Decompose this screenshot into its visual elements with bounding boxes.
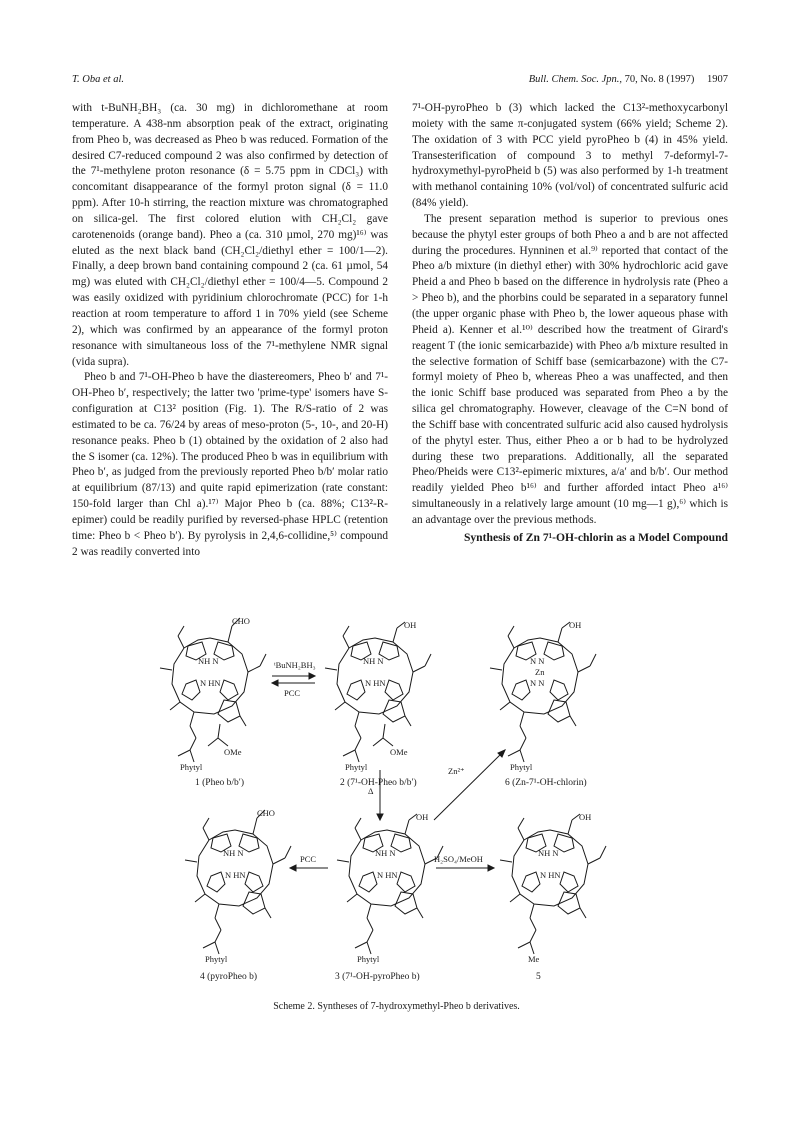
nh-n-label: NH N bbox=[538, 848, 559, 858]
oh-group: OH bbox=[579, 812, 592, 822]
compound-4-structure bbox=[185, 810, 291, 954]
header-volume: 70, No. 8 (1997) bbox=[624, 74, 695, 85]
methoxy-group: OMe bbox=[224, 747, 242, 757]
nh-n-label: NH N bbox=[363, 656, 384, 666]
cho-group: CHO bbox=[257, 808, 275, 818]
phytyl-group: Phytyl bbox=[205, 954, 228, 964]
nh-n-label: NH N bbox=[198, 656, 219, 666]
nh-n-label: NH N bbox=[223, 848, 244, 858]
reaction-scheme bbox=[150, 610, 650, 1010]
paragraph: Pheo b and 7¹-OH-Pheo b have the diastereomers, Pheo b′ and 7¹-OH-Pheo b′, respectively; the latter two 'prime-type' isomers have S-configuration at C13² position (Fig. 1). The R/S-ratio of 2 was estimated to be ca. 76/24 by areas of meso-proton (5-, 10-, and 20-H) resonance peaks. Pheo b (1) obtained by the oxidation of 2 also had the S isomer (ca. 12%). The produced Pheo b was in equilibrium with Pheo b′, as judged from the previously reported Pheo b/b′ molar ratio at equilibrium (87/13) and quite rapid epimerization (rate constant: 150-fold larger than Chl a).¹⁷⁾ Major Pheo b (ca. 88%; C13²-R-epimer) could be readily purified by reversed-phase HPLC (retention time: Pheo b < Pheo b′). By pyrolysis in 2,4,6-collidine,⁵⁾ compound 2 was readily converted into bbox=[72, 371, 388, 558]
paragraph: with t-BuNH₂BH₃ (ca. 30 mg) in dichloromethane at room temperature. A 438-nm absorption peak of the extract, originating from Pheo b, was decreased as Pheo b was reduced. Formation of the desired C7-reduced compound 2 was also confirmed by detection of the 7¹-methylene proton resonance (δ = 5.75 ppm in CDCl₃) with concomitant disappearance of the formyl proton signal (δ = 11.0 ppm). After 10-h stirring, the reaction mixture was chromatographed on silica-gel. The first colored elution with CH₂Cl₂ gave carotenenoids (orange band). Pheo a (ca. 310 µmol, 270 mg)¹⁶⁾ was eluted as the next black band (CH₂Cl₂/diethyl ether = 100/1—2). Finally, a deep brown band containing compound 2 (ca. 61 µmol, 54 mg) was eluted with CH₂Cl₂/diethyl ether = 100/4—5. Compound 2 was easily oxidized with pyridinium chlorochromate (PCC) for 1-h reaction at room temperature to afford 1 in 70% yield (see Scheme 2), which was confirmed by an appearance of the formyl proton resonance with simultaneous loss of the 7¹-methylene NMR signal (vida supra). bbox=[72, 102, 388, 368]
compound-label: 6 (Zn-7¹-OH-chlorin) bbox=[505, 778, 587, 788]
header-authors: T. Oba et al. bbox=[72, 74, 125, 85]
methoxy-group: OMe bbox=[390, 747, 408, 757]
header-journal-info bbox=[529, 74, 728, 85]
phytyl-group: Phytyl bbox=[180, 762, 203, 772]
compound-label: 5 bbox=[536, 972, 541, 982]
n-hn-label: N HN bbox=[365, 678, 386, 688]
reagent-reduction: ᵗBuNH₂BH₃ bbox=[274, 660, 316, 670]
cho-group: CHO bbox=[232, 616, 250, 626]
reagent-pcc: PCC bbox=[284, 688, 301, 698]
header-page-number: 1907 bbox=[707, 74, 728, 85]
reagent-transesterification: H₂SO₄/MeOH bbox=[434, 854, 483, 864]
phytyl-group: Phytyl bbox=[357, 954, 380, 964]
compound-2-structure bbox=[325, 622, 431, 762]
n-hn-label: N HN bbox=[200, 678, 221, 688]
phytyl-group: Phytyl bbox=[510, 762, 533, 772]
oh-group: OH bbox=[569, 620, 582, 630]
reagent-pcc: PCC bbox=[300, 854, 317, 864]
methyl-group: Me bbox=[528, 954, 540, 964]
scheme-drawing bbox=[150, 610, 650, 1010]
paragraph: The present separation method is superior to previous ones because the phytyl ester groups of both Pheo a and b are not affected during the procedures. Hynninen et al.⁹⁾ reported that contact of the Pheo a/b mixture (in diethyl ether) with 30% hydrochloric acid gave Pheid a and Pheo b based on the difference in hydrolysis rate (Pheo a > Pheo b), and the phorbins could be separated in a separatory funnel (the upper organic phase with Pheo b, the lower aqueous phase with Pheid a). Kenner et al.¹⁰⁾ described how the treatment of Girard's reagent T (the ionic semicarbazide) with Pheo a/b mixture resulted in the selective formation of Schiff base (semicarbazone) with the C7-formyl moiety of Pheo b, whereas Pheo a was unaffected, and then the ionic Schiff base produced was separated from Pheo a by the silica gel chromatography. However, cleavage of the C=N bond of the Schiff base with concentrated sulfuric acid also caused hydrolysis of the phytyl ester. Thus, either Pheo a or b had to be hydrolyzed during these two preparations. Additionally, all the separated Pheo/Pheids were C13²-epimeric mixtures, a/a′ and b/b′. Our method readily yielded Pheo b¹⁶⁾ and further afforded intact Pheo a¹⁶⁾ simultaneously in a relatively large amount (10 mg—1 g),⁶⁾ which is an advantage over the previous methods. bbox=[412, 212, 728, 526]
phytyl-group: Phytyl bbox=[345, 762, 368, 772]
compound-label: 3 (7¹-OH-pyroPheo b) bbox=[335, 972, 420, 982]
scheme-caption: Scheme 2. Syntheses of 7-hydroxymethyl-Pheo b derivatives. bbox=[273, 1001, 520, 1012]
running-header bbox=[72, 74, 728, 88]
oh-group: OH bbox=[416, 812, 429, 822]
n-n-label: N N bbox=[530, 678, 545, 688]
compound-label: 4 (pyroPheo b) bbox=[200, 972, 257, 982]
compound-5-structure bbox=[500, 814, 606, 954]
n-hn-label: N HN bbox=[540, 870, 561, 880]
n-n-label: N N bbox=[530, 656, 545, 666]
header-journal: Bull. Chem. Soc. Jpn., bbox=[528, 74, 623, 85]
nh-n-label: NH N bbox=[375, 848, 396, 858]
reagent-pyrolysis: Δ bbox=[368, 786, 374, 796]
compound-6-structure bbox=[490, 622, 596, 762]
right-column bbox=[412, 101, 728, 546]
n-hn-label: N HN bbox=[377, 870, 398, 880]
left-column bbox=[72, 101, 388, 560]
compound-3-structure bbox=[337, 814, 443, 954]
section-heading: Synthesis of Zn 7¹-OH-chlorin as a Model Compound bbox=[463, 530, 728, 544]
paragraph: 7¹-OH-pyroPheo b (3) which lacked the C13²-methoxycarbonyl moiety with the same π-conjugated system (66% yield; Scheme 2). The oxidation of 3 with PCC yield pyroPheo b (4) in 45% yield. Transesterification of compound 3 to methyl 7-deformyl-7-hydroxymethyl-pyroPheid b (5) was also performed by 1-h treatment with methanol containing 10% (vol/vol) of concentrated sulfuric acid (84% yield). bbox=[412, 102, 728, 210]
compound-label: 1 (Pheo b/b′) bbox=[195, 778, 245, 788]
n-hn-label: N HN bbox=[225, 870, 246, 880]
zinc-atom: Zn bbox=[535, 667, 545, 677]
compound-label: 2 (7¹-OH-Pheo b/b′) bbox=[340, 778, 417, 788]
compound-1-structure bbox=[160, 618, 266, 762]
oh-group: OH bbox=[404, 620, 417, 630]
reagent-zinc: Zn²⁺ bbox=[448, 766, 465, 776]
